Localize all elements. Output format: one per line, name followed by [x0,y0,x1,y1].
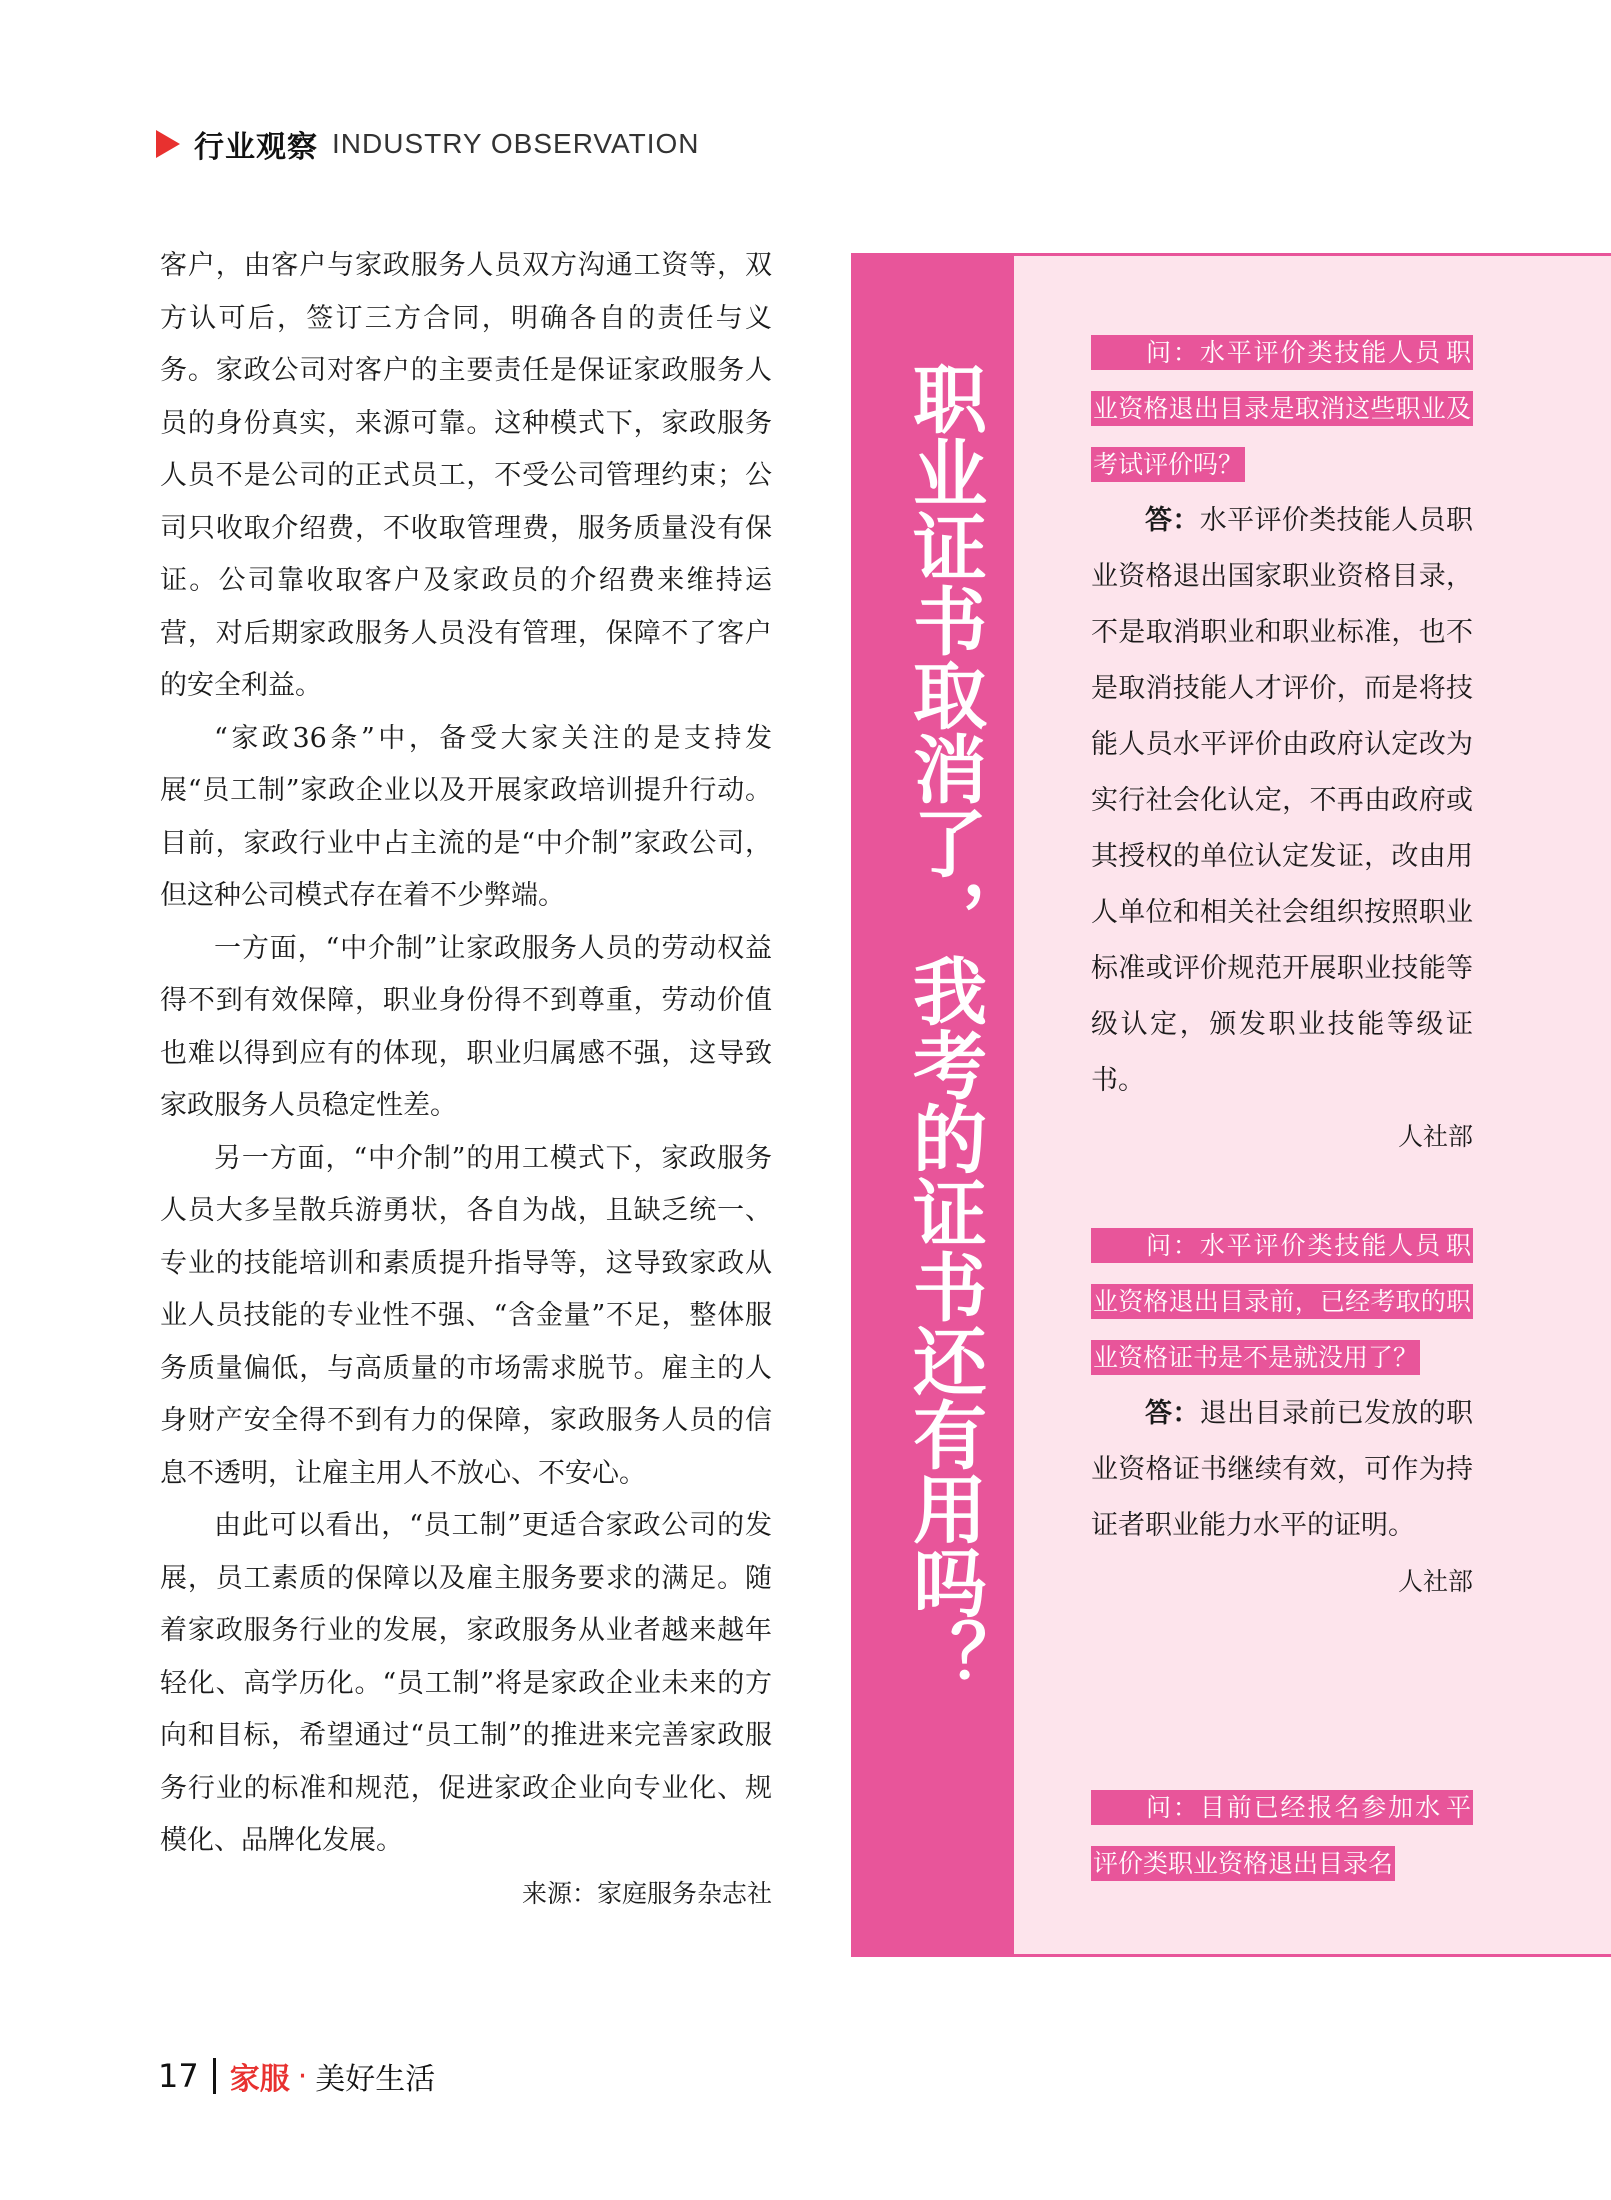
magazine-slogan: 美好生活 [315,2062,436,2097]
sidebar-vertical-title: 职业证书取消了，我考的证书还有用吗？ [901,361,987,1693]
footer-divider [213,2058,216,2094]
answer-1 [1091,493,1473,1109]
page-footer [158,2054,435,2098]
question-3-line-1: 问：目前已经报名参加水 [1091,1790,1444,1825]
question-3 [1091,1780,1473,1892]
paragraph-1: 客户，由客户与家政服务人员双方沟通工资等，双方认可后，签订三方合同，明确各自的责任与义务。家政公司对客户的主要责任是保证家政服务人员的身份真实，来源可靠。这种模式下，家政服务人员不是公司的正式员工，不受公司管理约束；公司只收取介绍费，不收取管理费，服务质量没有保证。公司靠收取客户及家政员的介绍费来维持运营，对后期家政服务人员没有管理，保障不了客户的安全利益。 [160,250,772,701]
section-title-cn: 行业观察 [194,130,318,165]
question-1-rest: 职业资格退出目录是取消这些职业及考试评价吗？ [1091,335,1473,482]
paragraph-3: 一方面，“中介制”让家政服务人员的劳动权益得不到有效保障，职业身份得不到尊重，劳动价值也难以得到应有的体现，职业归属感不强，这导致家政服务人员稳定性差。 [160,932,772,1121]
answer-1-text: 水平评价类技能人员职业资格退出国家职业资格目录，不是取消职业和职业标准，也不是取消技能人才评价，而是将技能人员水平评价由政府认定改为实行社会化认定，不再由政府或其授权的单位认定发证，改由用人单位和相关社会组织按照职业标准或评价规范开展职业技能等级认定，颁发职业技能等级证书。 [1091,505,1474,1096]
paragraph-5: 由此可以看出，“员工制”更适合家政公司的发展，员工素质的保障以及雇主服务要求的满足。随着家政服务行业的发展，家政服务从业者越来越年轻化、高学历化。“员工制”将是家政企业未来的方向和目标，希望通过“员工制”的推进来完善家政服务行业的标准和规范，促进家政企业向专业化、规模化、品牌化发展。 [160,1510,772,1856]
brand-dot: · [297,2058,308,2094]
page-number: 17 [158,2057,199,2095]
question-1 [1091,325,1473,493]
answer-1-signature: 人社部 [1397,1122,1473,1151]
qa-block-1 [1091,325,1473,1190]
article-source: 来源：家庭服务杂志社 [521,1878,772,1908]
question-2 [1091,1218,1473,1386]
question-2-line-1: 问：水平评价类技能人员 [1091,1228,1444,1263]
answer-2 [1091,1386,1473,1554]
qa-block-2 [1091,1218,1473,1635]
magazine-brand: 家服 [229,2062,290,2097]
play-triangle-icon [156,130,180,158]
answer-2-label: 答： [1145,1398,1200,1429]
answer-2-text: 退出目录前已发放的职业资格证书继续有效，可作为持证者职业能力水平的证明。 [1091,1398,1474,1541]
question-3-rest: 平评价类职业资格退出目录名 [1091,1790,1473,1881]
qa-block-3 [1091,1780,1473,1892]
paragraph-4: 另一方面，“中介制”的用工模式下，家政服务人员大多呈散兵游勇状，各自为战，且缺乏统一、专业的技能培训和素质提升指导等，这导致家政从业人员技能的专业性不强、“含金量”不足，整体服务质量偏低，与高质量的市场需求脱节。雇主的人身财产安全得不到有力的保障，家政服务人员的信息不透明，让雇主用人不放心、不安心。 [160,1142,772,1489]
answer-2-signature: 人社部 [1397,1567,1473,1596]
paragraph-2: “家政36条”中，备受大家关注的是支持发展“员工制”家政企业以及开展家政培训提升行动。目前，家政行业中占主流的是“中介制”家政公司，但这种公司模式存在着不少弊端。 [160,722,772,911]
question-1-line-1: 问：水平评价类技能人员 [1091,335,1444,370]
section-header [156,122,699,166]
answer-1-label: 答： [1145,505,1200,536]
article-left-column [160,240,772,1920]
qa-sidebar [851,253,1611,1957]
question-2-rest: 职业资格退出目录前，已经考取的职业资格证书是不是就没用了？ [1091,1228,1473,1375]
section-title-en: INDUSTRY OBSERVATION [332,128,700,159]
